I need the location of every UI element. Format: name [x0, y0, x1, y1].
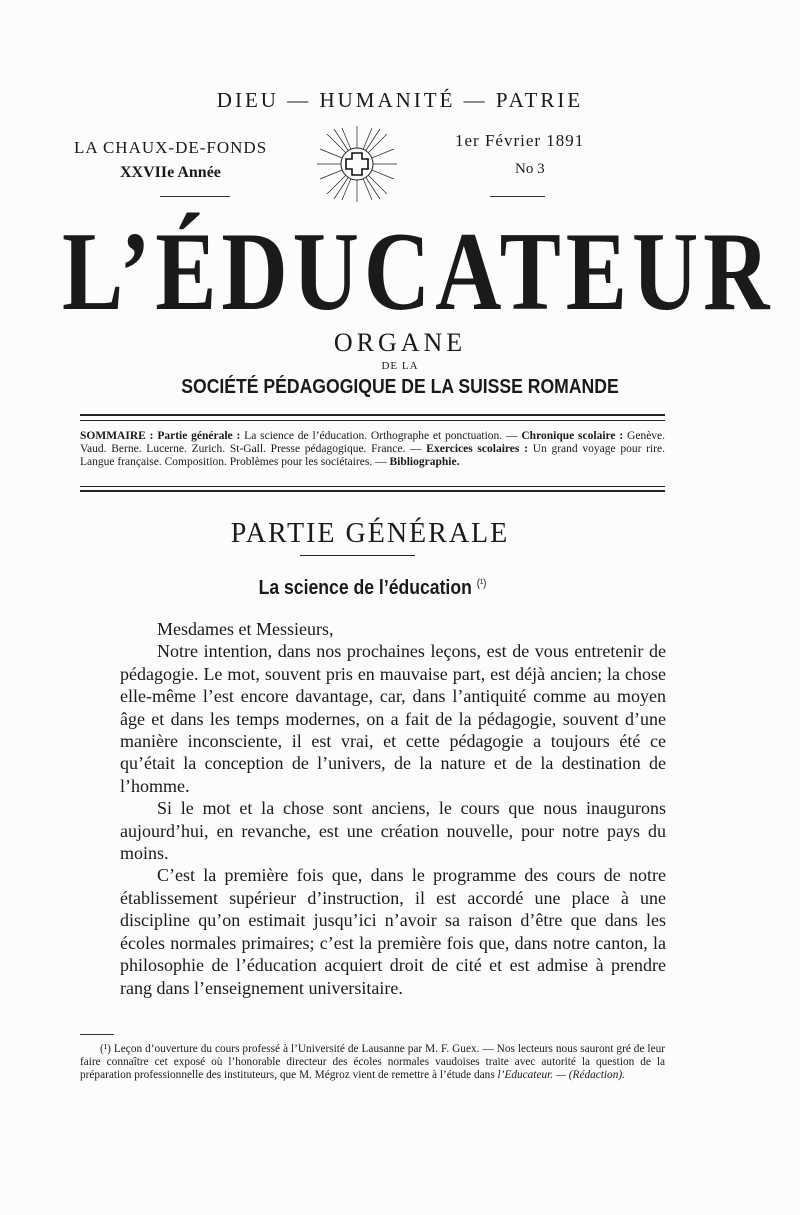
table-of-contents	[80, 430, 665, 469]
volume-year: XXVIIe Année	[120, 164, 221, 181]
footnote-rule	[80, 1034, 114, 1035]
issue-date: 1er Février 1891	[455, 131, 585, 150]
subtitle-connector: DE LA	[381, 360, 419, 372]
header-rule-right	[490, 196, 545, 197]
sommaire-rule-thick	[80, 490, 665, 492]
footnote-text: Leçon d’ouverture du cours professé à l’Université de Lausanne par M. F. Guex. — Nos lecteurs nous sauront gré de leur faire connaître cet exposé où l’honorable directeur des écoles normales vaudoises traite avec autorité la question de la préparation professionnelle des instituteurs, que M. Mégroz vient de remettre à l’étude dans	[80, 1043, 665, 1081]
issue-number: No 3	[515, 161, 545, 177]
footnote	[80, 1043, 665, 1082]
journal-title: L’ÉDUCATEUR	[62, 210, 775, 334]
sommaire-section-lead: Bibliographie.	[389, 456, 460, 468]
swiss-cross-emblem-icon	[312, 124, 402, 204]
sommaire-label: SOMMAIRE :	[80, 430, 154, 442]
sommaire-section-lead: Exercices scolaires :	[426, 443, 528, 455]
motto: DIEU — HUMANITÉ — PATRIE	[216, 88, 584, 112]
header-rule-left	[160, 196, 230, 197]
sommaire-section-lead: Partie générale :	[157, 430, 241, 442]
footnote-marker: (¹)	[100, 1043, 111, 1055]
salutation: Mesdames et Messieurs,	[157, 619, 334, 639]
sommaire-section-lead: Chronique scolaire :	[521, 430, 624, 442]
paragraph: Notre intention, dans nos prochaines leçons, est de vous entretenir de pédagogie. Le mot, souvent pris en mauvaise part, est déjà ancien; la chose elle-même l’est encore davantage, car, dans l’antiquité comme au moyen âge et dans les temps modernes, on a fait de la pédagogie, souvent d’une manière inconsciente, il est vrai, et cette pédagogie a toujours été ce qu’était la conception de l’univers, de la nature et de la destination de l’homme.	[120, 641, 666, 796]
section-title: PARTIE GÉNÉRALE	[230, 518, 510, 549]
masthead-rule-thick	[80, 414, 665, 416]
sommaire-section-text: La science de l’éducation. Orthographe et ponctuation. —	[244, 430, 518, 442]
article-title-text: La science de l’éducation	[258, 577, 472, 599]
section-rule	[300, 555, 415, 556]
sommaire-section-text: Un grand voyage pour rire. Langue française. Composition. Problèmes pour les sociétaires. —	[80, 443, 665, 468]
footnote-journal: l’Educateur.	[497, 1069, 554, 1081]
sommaire-rule-thin	[80, 486, 665, 487]
footnote-reference: (¹)	[476, 577, 487, 590]
journal-subtitle: ORGANE	[333, 328, 467, 357]
paragraph: C’est la première fois que, dans le programme des cours de notre établissement supérieur d’instruction, il est accordé une place à une discipline qu’on estimait jusqu’ici n’avoir sa raison d’être que dans les écoles normales primaires; c’est la première fois que, dans notre canton, la philosophie de l’éducation acquiert droit de cité et est admise à prendre rang dans l’enseignement universitaire.	[120, 865, 666, 998]
masthead-rule-thin	[80, 420, 665, 421]
article-body	[120, 618, 666, 999]
society-name: SOCIÉTÉ PÉDAGOGIQUE DE LA SUISSE ROMANDE	[181, 376, 619, 398]
sommaire-section-text: Genève. Vaud. Berne. Lucerne. Zurich. St-Gall. Presse pédagogique. France. —	[80, 430, 666, 455]
article-title	[45, 577, 701, 600]
footnote-credit: — (Rédaction).	[555, 1069, 625, 1081]
paragraph: Si le mot et la chose sont anciens, le cours que nous inaugurons aujourd’hui, en revanche, est une création nouvelle, pour notre pays du moins.	[120, 798, 666, 864]
location: LA CHAUX-DE-FONDS	[74, 138, 268, 157]
